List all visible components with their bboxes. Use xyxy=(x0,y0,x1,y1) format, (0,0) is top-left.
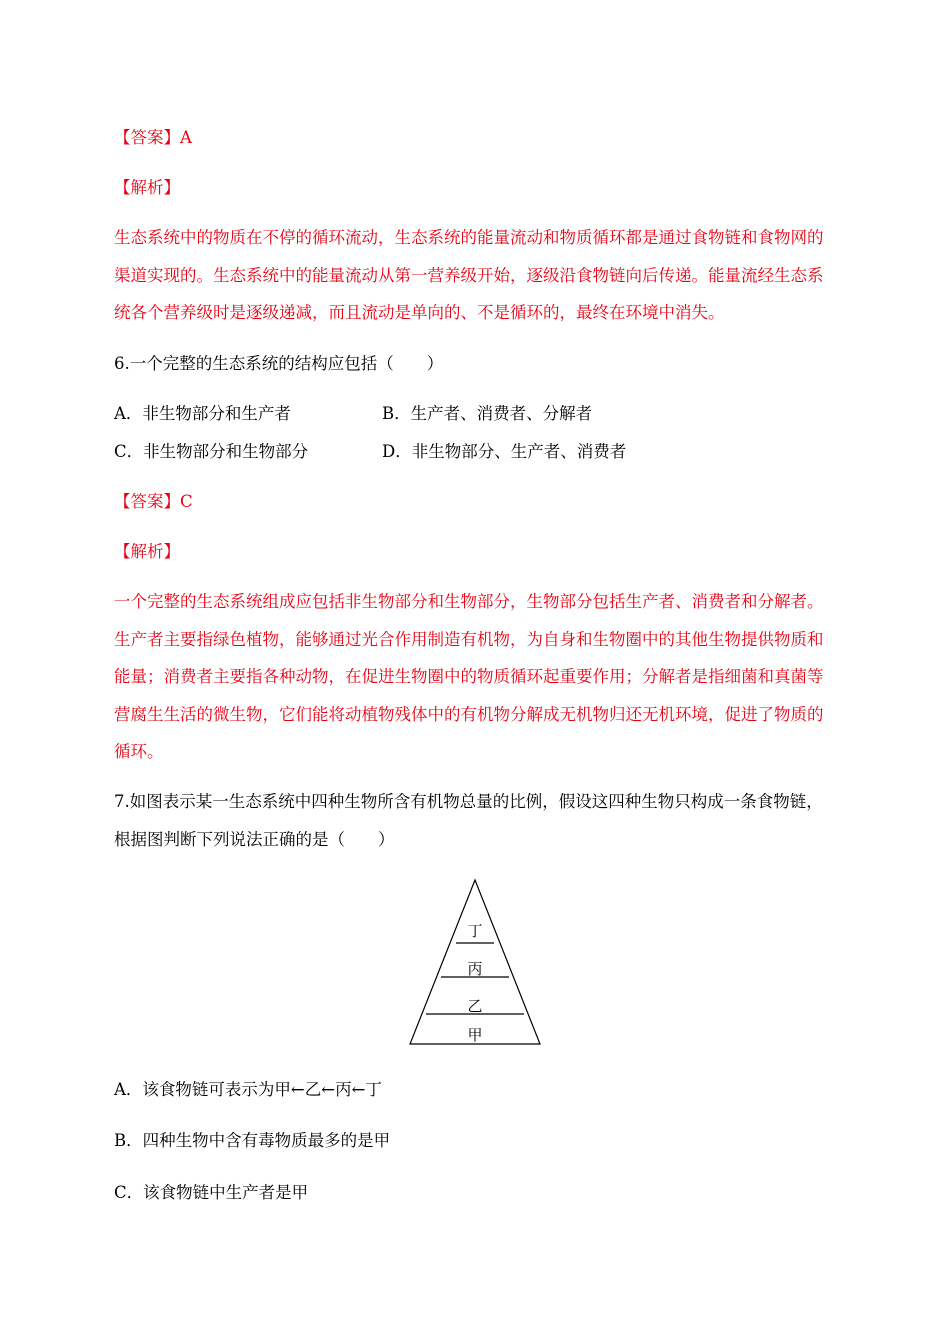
q6-analysis-line: 营腐生生活的微生物，它们能将动植物残体中的有机物分解成无机物归还无机环境，促进了物质的 xyxy=(114,704,824,724)
q7-stem xyxy=(114,783,838,858)
q7-stem-line: 根据图判断下列说法正确的是（ ） xyxy=(114,829,395,849)
q7-stem-line: 7.如图表示某一生态系统中四种生物所含有机物总量的比例，假设这四种生物只构成一条食物链， xyxy=(114,792,823,811)
q6-stem: 6.一个完整的生态系统的结构应包括（ ） xyxy=(114,354,444,373)
q6-option-a: A．非生物部分和生产者 xyxy=(114,404,291,423)
pyramid-label-jia: 甲 xyxy=(467,1026,483,1044)
q6-option-d: D．非生物部分、生产者、消费者 xyxy=(382,442,627,461)
q5-analysis-label: 【解析】 xyxy=(114,178,180,197)
q6-answer xyxy=(114,492,193,512)
q6-answer-label: 【答案】 xyxy=(114,492,180,511)
q5-answer xyxy=(114,128,192,148)
q6-analysis-line: 一个完整的生态系统组成应包括非生物部分和生物部分，生物部分包括生产者、消费者和分解者。 xyxy=(114,592,824,611)
q6-answer-value: C xyxy=(180,492,193,511)
q6-option-b: B．生产者、消费者、分解者 xyxy=(382,404,593,423)
q6-analysis-line: 生产者主要指绿色植物，能够通过光合作用制造有机物，为自身和生物圈中的其他生物提供物质和 xyxy=(114,629,824,649)
q5-answer-label: 【答案】 xyxy=(114,128,180,147)
q7-option-b: B．四种生物中含有毒物质最多的是甲 xyxy=(114,1131,391,1150)
pyramid-label-bing: 丙 xyxy=(467,960,483,978)
q7-option-c: C．该食物链中生产者是甲 xyxy=(114,1183,309,1202)
q7-option-a: A．该食物链可表示为甲←乙←丙←丁 xyxy=(114,1080,382,1099)
q5-analysis-line: 统各个营养级时是逐级递减，而且流动是单向的、不是循环的，最终在环境中消失。 xyxy=(114,303,725,322)
pyramid-label-yi: 乙 xyxy=(467,997,483,1015)
q6-option-c: C．非生物部分和生物部分 xyxy=(114,442,309,461)
energy-pyramid-diagram xyxy=(405,876,547,1048)
q6-analysis-text xyxy=(114,583,838,771)
q6-analysis-line: 能量；消费者主要指各种动物，在促进生物圈中的物质循环起重要作用；分解者是指细菌和真菌等 xyxy=(114,667,824,686)
q5-analysis-line: 生态系统中的物质在不停的循环流动，生态系统的能量流动和物质循环都是通过食物链和食物网的 xyxy=(114,228,824,247)
q6-analysis-label: 【解析】 xyxy=(114,542,180,561)
q5-answer-value: A xyxy=(180,128,192,147)
q6-analysis-line: 循环。 xyxy=(114,742,164,761)
q5-analysis-line: 渠道实现的。生态系统中的能量流动从第一营养级开始，逐级沿食物链向后传递。能量流经生态系 xyxy=(114,265,824,285)
q5-analysis-text xyxy=(114,219,838,332)
pyramid-label-ding: 丁 xyxy=(467,922,483,940)
